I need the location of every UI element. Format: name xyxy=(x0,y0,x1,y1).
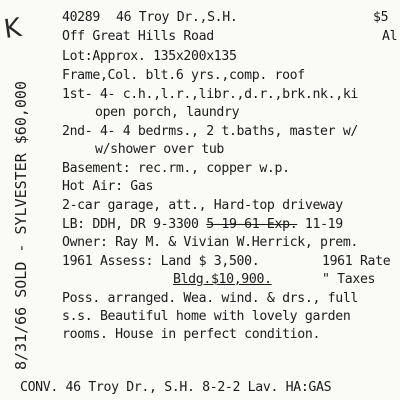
lb-line xyxy=(62,217,343,233)
assess-taxes: " Taxes xyxy=(322,272,376,287)
remarks-line-2: rooms. House in perfect condition. xyxy=(62,327,321,342)
owner: Owner: Ray M. & Vivian W.Herrick, prem. xyxy=(62,235,358,250)
remarks-line-1: s.s. Beautiful home with lovely garden xyxy=(62,309,351,324)
lb-prefix: LB: DDH, DR 9-3300 xyxy=(62,217,199,232)
garage: 2-car garage, att., Hard-top driveway xyxy=(62,198,343,213)
heating: Hot Air: Gas xyxy=(62,179,154,194)
lb-expiry: 11-19 xyxy=(304,217,343,232)
location: Off Great Hills Road xyxy=(62,29,214,44)
address: 46 Troy Dr.,S.H. xyxy=(116,10,238,25)
basement: Basement: rec.rm., copper w.p. xyxy=(62,161,290,176)
assess-building: Bldg.$10,900. xyxy=(173,272,272,287)
first-floor-line-2: open porch, laundry xyxy=(95,105,240,120)
second-floor-line-1: 2nd- 4- 4 bedrms., 2 t.baths, master w/ xyxy=(62,124,358,139)
lot-size: Lot:Approx. 135x200x135 xyxy=(62,49,237,64)
assess-rate: 1961 Rate xyxy=(322,254,391,269)
assess-land: 1961 Assess: Land $ 3,500. xyxy=(62,254,260,269)
construction: Frame,Col. blt.6 yrs.,comp. roof xyxy=(62,68,305,83)
conv-line: CONV. 46 Troy Dr., S.H. 8-2-2 Lav. HA:GAS xyxy=(20,380,332,395)
first-floor-line-1: 1st- 4- c.h.,l.r.,libr.,d.r.,brk.nk.,ki xyxy=(62,87,358,102)
lb-struck-date: 5-19-61 Exp. xyxy=(206,217,298,232)
second-floor-line-2: w/shower over tub xyxy=(95,142,225,157)
handwritten-mark: K xyxy=(1,12,24,46)
area-code-fragment: Al xyxy=(382,29,398,44)
listing-number: 40289 xyxy=(62,10,100,25)
price-fragment: $5 xyxy=(373,10,389,25)
possession: Poss. arranged. Wea. wind. & drs., full xyxy=(62,291,358,306)
sold-stamp: 8/31/66 SOLD - SYLVESTER $60,000 xyxy=(12,81,30,370)
